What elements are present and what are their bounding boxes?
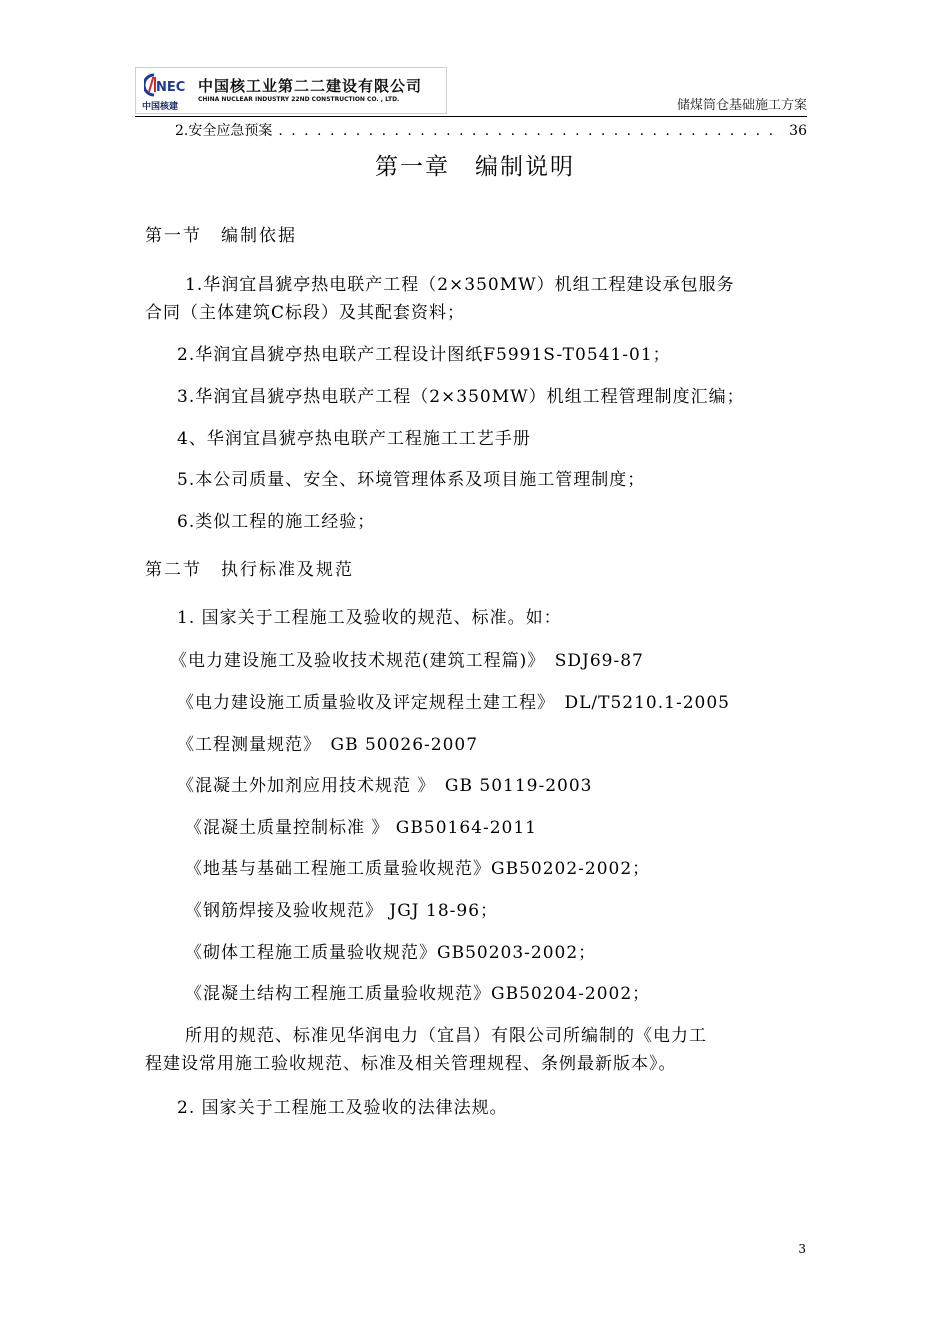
toc-entry[interactable] (175, 120, 807, 140)
basis-item-continued: 合同（主体建筑C标段）及其配套资料； (145, 303, 466, 323)
standard-item: 《工程测量规范》 GB 50026-2007 (177, 735, 479, 755)
standard-item: 《混凝土结构工程施工质量验收规范》GB50204-2002； (185, 984, 651, 1004)
standards-note: 所用的规范、标准见华润电力（宜昌）有限公司所编制的《电力工 (185, 1026, 707, 1046)
basis-item: 4、华润宜昌猇亭热电联产工程施工工艺手册 (177, 429, 531, 449)
nec-logo-icon (144, 72, 186, 98)
standard-item: 《砌体工程施工质量验收规范》GB50203-2002； (185, 943, 597, 963)
basis-item: 6.类似工程的施工经验； (177, 512, 376, 532)
standard-item: 《钢筋焊接及验收规范》 JGJ 18-96； (185, 901, 499, 921)
standard-item: 《地基与基础工程施工质量验收规范》GB50202-2002； (185, 859, 651, 879)
company-logo (135, 67, 447, 114)
logo-letters: NEC (156, 80, 186, 95)
laws-item: 2. 国家关于工程施工及验收的法律法规。 (177, 1098, 508, 1118)
basis-item: 2.华润宜昌猇亭热电联产工程设计图纸F5991S-T0541-01； (177, 345, 671, 365)
header-divider (135, 116, 807, 117)
basis-item: 3.华润宜昌猇亭热电联产工程（2×350MW）机组工程管理制度汇编； (177, 387, 745, 407)
standard-item: 《电力建设施工质量验收及评定规程土建工程》 DL/T5210.1-2005 (177, 693, 730, 713)
section-title: 第一节 编制依据 (145, 226, 297, 246)
toc-entry-page: 36 (789, 123, 807, 139)
company-name-en: CHINA NUCLEAR INDUSTRY 22ND CONSTRUCTION CO. , LTD. (198, 96, 400, 103)
section-title: 第二节 执行标准及规范 (145, 560, 354, 580)
standard-item: 《混凝土质量控制标准 》 GB50164-2011 (185, 818, 537, 838)
logo-subtitle: 中国核建 (142, 102, 179, 112)
company-name-cn: 中国核工业第二二建设有限公司 (198, 77, 423, 95)
page-number: 3 (798, 1242, 806, 1256)
document-title: 储煤筒仓基础施工方案 (676, 98, 807, 113)
chapter-title: 第一章 编制说明 (375, 154, 575, 180)
standard-item: 《电力建设施工及验收技术规范(建筑工程篇)》 SDJ69-87 (170, 651, 644, 671)
standards-intro: 1. 国家关于工程施工及验收的规范、标准。如： (177, 608, 562, 628)
toc-leader-dots (278, 123, 783, 139)
toc-entry-label: 2.安全应急预案 (175, 123, 273, 139)
standards-note-continued: 程建设常用施工验收规范、标准及相关管理规程、条例最新版本》。 (145, 1054, 677, 1074)
standard-item: 《混凝土外加剂应用技术规范 》 GB 50119-2003 (177, 776, 593, 796)
basis-item: 1.华润宜昌猇亭热电联产工程（2×350MW）机组工程建设承包服务 (185, 275, 735, 295)
basis-item: 5.本公司质量、安全、环境管理体系及项目施工管理制度； (177, 470, 646, 490)
